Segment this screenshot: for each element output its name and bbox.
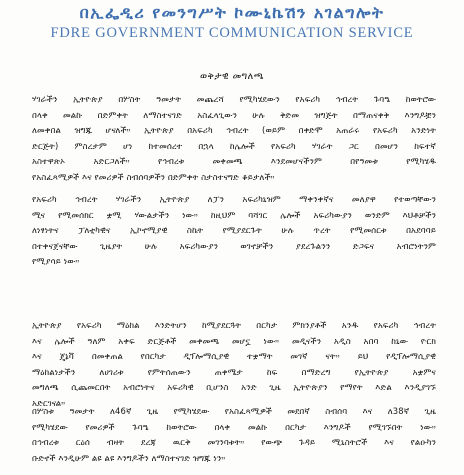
paragraph [32,404,436,466]
paragraph-line: በተቀናጀናቸው ጊዜያት ሁሉ አፍሪካውያን ወገኖቻችን ያደረጉልንን ድጋፍና አብሮነትንም [32,240,436,251]
paragraph-line: ኢትዮጵያ የአፍሪካ ማዕከል እንድትሆን ከሚያደርጓት በርካታ ምክንያቶች አንዱ የአፍሪካ ኅብረት [32,320,436,330]
paragraph-line: የሚያሳይ ነው። [32,256,80,266]
document-title: ወቅታዊ መግለጫ [199,71,265,82]
paragraph-line: ሃገራችን ኢትዮጵያ በሦስት ዓመታት መጨረሻ የሚካሄደውን የአፍሪካ ኅብረት ጉባዔ ከወትሮው [32,94,436,104]
paragraph-line: ማዕከልነታችን ለሀገሪቱ የምትሰጠውን ጠቀሜታ ከፍ በማድረግ የኢትዮጵያ አቋምና [32,366,436,377]
paragraph-line: እና ሌሎች ዓለም አቀፍ ድርጅቶች መቀመጫ መሆኗ ነው። መዲናችን አዲስ አበባ ከኒው ዮርክ [32,335,436,346]
paragraph-line: ድርጅት) ምስረታም ሆነ ከተመሰረተ በኋላ ከሌሎች የአፍሪካ ሃገራት ጋር በመሆን ከፍተኛ [32,140,436,151]
paragraph-line: ሚና የሚመሰክር ቋሚ ሃውልታችን ነው። ከዚህም ባሻገር ሌሎች አፍሪካውያን ወንድም እህቶቻችን [32,209,436,220]
paragraph-line: መግለጫ ሲጨመርበት አብሮነትና አፍሪካዊ ቢሆንስ አንድ ጊዜ ኢትዮጵያን የማየት እድል እንዲያገኙ [32,382,436,392]
paragraph-line: አድርገናል። [32,397,66,408]
paragraph-line: የሚካሄደው የመሪዎች ጉባዔ ከወትሮው በላቀ መልኩ በርካታ እንግዶች የሚገኙበት ነው። [32,421,436,432]
paragraph-line: ለመቀበል ዝግጁ ሆናለች። ኢትዮጵያ በአፍሪካ ኅብረት (ወይም በቀድሞ አጠራሩ የአፍሪካ አንድነት [32,125,436,135]
paragraph-line: ለነፃነትና ፓለቲካዊና ኢኮኖሚያዊ ስኬት የሚያደርጉት ሁሉ ጥረት የሚመሰርቱ በአደባባይ [32,225,436,235]
paragraph-line: እና ጄኔቫ በመቀጠል የበርካታ ዲፕሎማሲያዊ ተቋማት መገኛ ናት። ይህ የዲፕሎማሲያዊ [32,351,436,361]
paragraph-line: በላቀ መልኩ በድምቀት ለማስተናገድ አስፈላጊውን ሁሉ ቅድመ ዝግጅት በማጠናቀቅ እንግዶቿን [32,109,436,120]
paragraph [32,92,436,185]
paragraph [32,192,436,270]
paragraph-line: የአፍሪካ ኅብረት ሃገራችን ኢትዮጵያ ለፓን አፍሪካኒዝም ማቀንቀኛና መለያዋ የተወጣቸውን [32,194,436,204]
organization-name-english: FDRE GOVERNMENT COMMUNICATION SERVICE [50,25,414,41]
paragraph-line: የአስፈጻሚዎች እና የመሪዎች ስብሰባዎችን በድምቀት ስታስተናግድ ቆይታለች። [32,171,275,182]
paragraph [32,318,436,411]
organization-name-amharic: በኢፌዲሪ የመንግሥት ኮሙኒኬሽን አገልግሎት [79,3,385,22]
paragraph-line: አስተዋጽኦ አድርጋለች። የኅብረቱ መቀመጫ እንደመሆናችንም በየዓመቱ የሚካሄዱ [32,156,436,166]
paragraph-line: በኅብረቱ ርዕሰ ብዛት ደረጃ ዉርቅ መገንባቱት። የውጭ ጉዳይ ሚኒስትሮች እና የልዑካን [32,437,436,447]
paragraph-line: ቡድኖች እንዲሁም ልዩ ልዩ እንግዶችን ለማስተናገድ ዝግጁ ነን። [32,452,226,463]
paragraph-line: በሦስቱ ዓመታት ለ46ኛ ጊዜ የሚካሄደው የአስፈጻሚዎች መደበኛ ስብሰባ እና ለ38ኛ ጊዜ [32,406,436,416]
